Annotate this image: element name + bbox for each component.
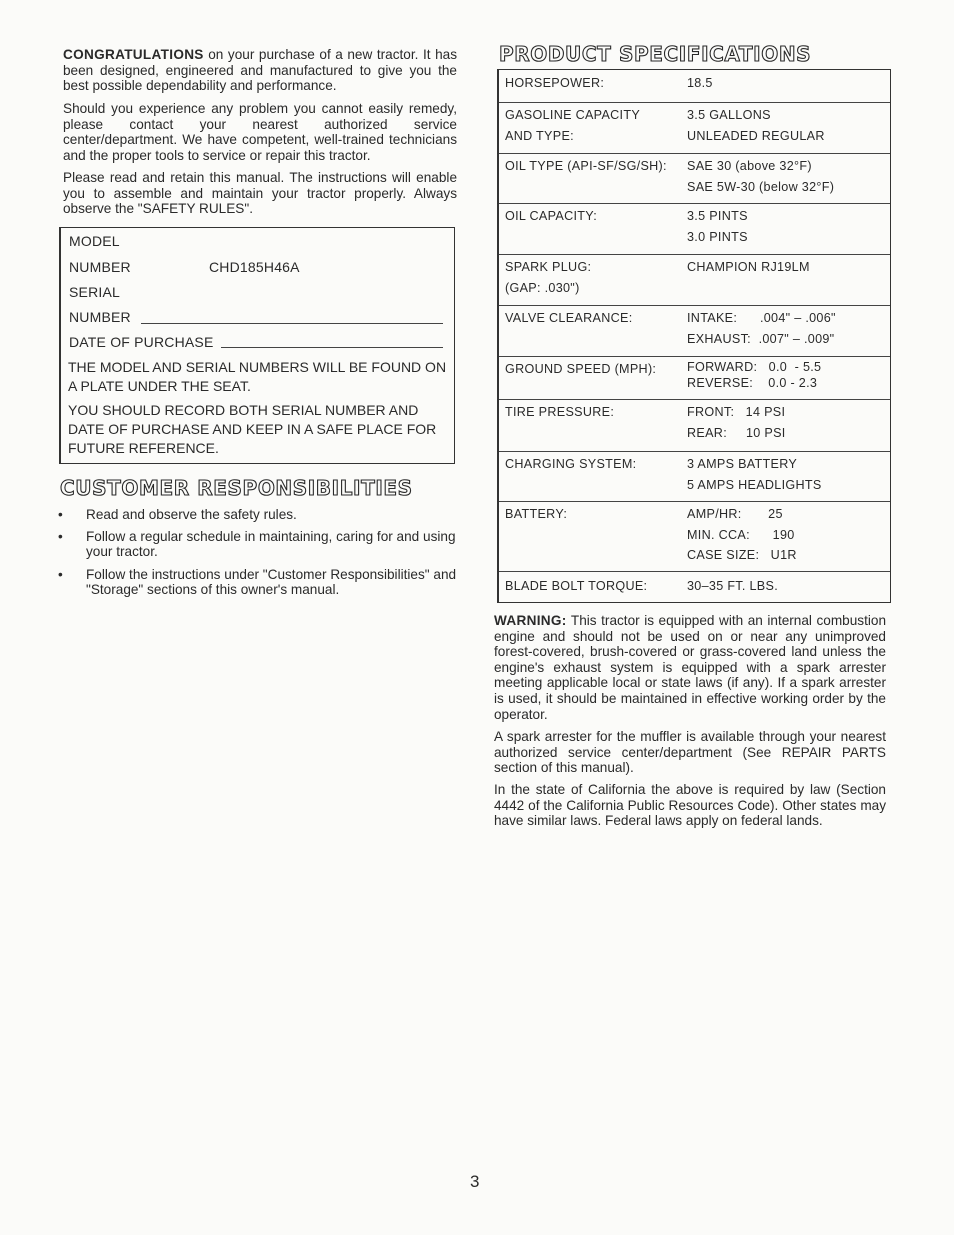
warning-paragraph — [494, 613, 886, 722]
retain-manual-paragraph: Please read and retain this manual. The instructions will enable you to assemble and maintain your tractor properly. Always observe the "SAFETY RULES". — [63, 170, 457, 217]
model-number-label: NUMBER — [69, 259, 131, 275]
congratulations-lead: CONGRATULATIONS — [63, 47, 204, 62]
spec-label: TIRE PRESSURE: — [505, 405, 615, 419]
table-row — [499, 451, 890, 502]
spec-value: 30–35 FT. LBS. — [687, 579, 779, 593]
spec-label: VALVE CLEARANCE: — [505, 311, 633, 325]
spec-label: GROUND SPEED (MPH): — [505, 362, 657, 376]
product-specifications-heading: PRODUCT SPECIFICATIONS — [499, 42, 812, 66]
spec-value: 3.5 GALLONS UNLEADED REGULAR — [687, 108, 825, 143]
serial-number-label: NUMBER — [69, 309, 131, 325]
page-number: 3 — [470, 1172, 480, 1191]
spec-value: 3.5 PINTS 3.0 PINTS — [687, 209, 748, 244]
spec-value: 18.5 — [687, 76, 713, 90]
table-row — [499, 70, 890, 102]
spec-value: 3 AMPS BATTERY 5 AMPS HEADLIGHTS — [687, 457, 822, 492]
model-serial-box — [59, 227, 455, 464]
spec-label: HORSEPOWER: — [505, 76, 605, 90]
bullet-icon: • — [58, 507, 63, 522]
congratulations-paragraph — [63, 47, 457, 94]
spark-arrester-paragraph: A spark arrester for the muffler is available through your nearest authorized service center/department (See REPAIR PARTS section of this manual). — [494, 729, 886, 776]
date-of-purchase-write-line — [221, 347, 443, 348]
record-numbers-note: YOU SHOULD RECORD BOTH SERIAL NUMBER AND DATE OF PURCHASE AND KEEP IN A SAFE PLACE FOR FUTURE REFERENCE. — [68, 402, 437, 456]
warning-lead: WARNING: — [494, 613, 567, 628]
spec-label: GASOLINE CAPACITY AND TYPE: — [505, 108, 641, 143]
table-row — [499, 501, 890, 572]
table-row — [499, 571, 890, 603]
warning-text: This tractor is equipped with an internal combustion engine and should not be used on or near any unimproved forest-covered, brush-covered or grass-covered land unless the engine's exhaust system is equipped with a spark arrester meeting applicable local or state laws (if any). If a spark arrester is used, it should be maintained in effective working order by the operator. — [494, 613, 886, 722]
service-paragraph: Should you experience any problem you cannot easily remedy, please contact your nearest authorized service center/department. We have competent, well-trained technicians and the proper tools to service or repair this tractor. — [63, 101, 457, 163]
spec-label: CHARGING SYSTEM: — [505, 457, 637, 471]
serial-number-write-line — [141, 323, 443, 324]
date-of-purchase-label: DATE OF PURCHASE — [69, 334, 214, 350]
list-item: • Follow a regular schedule in maintaining, caring for and using your tractor. — [58, 529, 456, 560]
spec-label: OIL TYPE (API-SF/SG/SH): — [505, 159, 667, 173]
list-item: • Follow the instructions under "Customer Responsibilities" and "Storage" sections of this owner's manual. — [58, 566, 457, 597]
specifications-table — [497, 69, 891, 603]
spec-value: CHAMPION RJ19LM — [687, 260, 810, 274]
spec-label: BATTERY: — [505, 507, 568, 521]
spec-value: FORWARD: 0.0 - 5.5 REVERSE: 0.0 - 2.3 — [687, 360, 822, 390]
table-row — [499, 356, 890, 400]
table-row — [499, 399, 890, 452]
customer-responsibilities-heading: CUSTOMER RESPONSIBILITIES — [60, 476, 413, 500]
congratulations-text: on your purchase of a new tractor. It has been designed, engineered and manufactured to give you the best possible dependability and performance. — [63, 47, 457, 94]
table-row — [499, 305, 890, 357]
table-row — [499, 153, 890, 204]
california-law-paragraph: In the state of California the above is required by law (Section 4442 of the California Public Resources Code). Other states may have similar laws. Federal laws apply on federal lands. — [494, 782, 886, 829]
spec-label: OIL CAPACITY: — [505, 209, 598, 223]
model-number-value: CHD185H46A — [209, 259, 300, 275]
table-row — [499, 102, 890, 154]
spec-value: FRONT: 14 PSI REAR: 10 PSI — [687, 405, 786, 440]
table-row — [499, 203, 890, 255]
model-label: MODEL — [69, 233, 120, 249]
spec-label: SPARK PLUG: (GAP: .030") — [505, 260, 592, 295]
bullet-icon: • — [58, 529, 63, 545]
spec-value: SAE 30 (above 32°F) SAE 5W-30 (below 32°F) — [687, 159, 835, 194]
list-item: • Read and observe the safety rules. — [58, 507, 297, 522]
responsibilities-list — [58, 507, 458, 604]
plate-location-note: THE MODEL AND SERIAL NUMBERS WILL BE FOUND ON A PLATE UNDER THE SEAT. — [68, 359, 447, 394]
spec-value: INTAKE: .004" – .006" EXHAUST: .007" – .009" — [687, 311, 836, 346]
table-row — [499, 254, 890, 306]
spec-label: BLADE BOLT TORQUE: — [505, 579, 648, 593]
serial-label: SERIAL — [69, 284, 120, 300]
bullet-icon: • — [58, 566, 63, 582]
spec-value: AMP/HR: 25 MIN. CCA: 190 CASE SIZE: U1R — [687, 507, 797, 562]
